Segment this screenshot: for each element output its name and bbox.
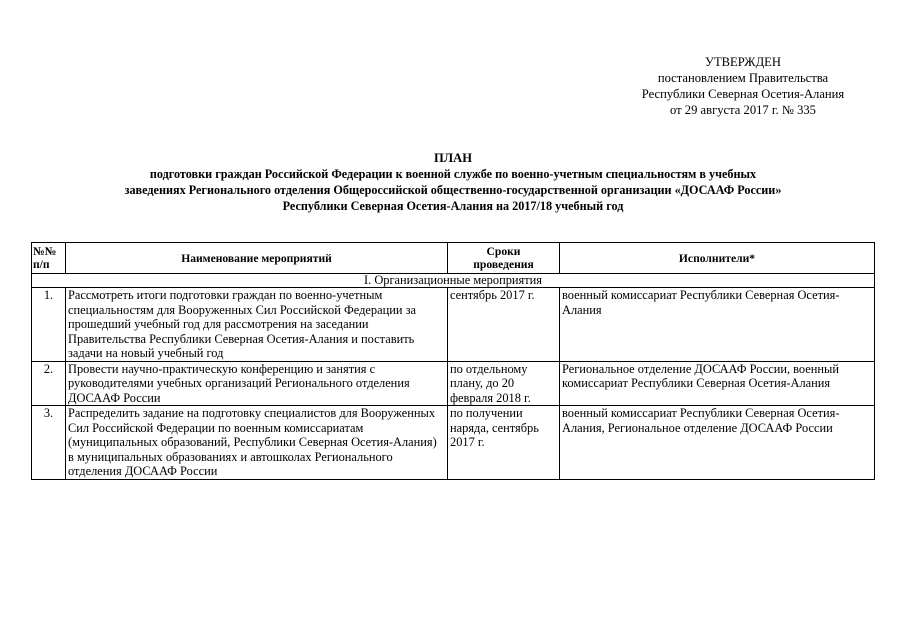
header-name: Наименование мероприятий (66, 243, 448, 274)
section-row (32, 274, 875, 288)
header-deadline (448, 243, 560, 274)
row-executors: Региональное отделение ДОСААФ России, военный комиссариат Республики Северная Осетия-Алания (560, 361, 875, 406)
header-deadline-line-1: Сроки (486, 245, 521, 258)
row-deadline: сентябрь 2017 г. (448, 288, 560, 362)
title-line-2: заведениях Регионального отделения Общероссийской общественно-государственной организации «ДОСААФ России» (124, 183, 782, 197)
row-name: Рассмотреть итоги подготовки граждан по военно-учетным специальностям для Вооруженных Сил Российской Федерации за прошедший учебный год для рассмотрения на заседании Правительства Республики Северная Осетия-Алания и поставить задачи на новый учебный год (66, 288, 448, 362)
header-deadline-line-2: проведения (473, 258, 534, 271)
title-line-3: Республики Северная Осетия-Алания на 2017/18 учебный год (282, 199, 624, 213)
row-num: 2. (32, 361, 66, 406)
header-num-line-1: №№ (33, 245, 57, 258)
header-executors: Исполнители* (560, 243, 875, 274)
table-header-row (32, 243, 875, 274)
row-deadline: по отдельному плану, до 20 февраля 2018 г. (448, 361, 560, 406)
section-title: I. Организационные мероприятия (32, 274, 875, 288)
title-heading: ПЛАН (433, 151, 473, 165)
approval-line-1: УТВЕРЖДЕН (705, 55, 781, 69)
row-deadline: по получении наряда, сентябрь 2017 г. (448, 406, 560, 480)
row-num: 1. (32, 288, 66, 362)
approval-stamp (600, 54, 886, 118)
row-name: Провести научно-практическую конференцию и занятия с руководителями учебных организаций Регионального отделения ДОСААФ России (66, 361, 448, 406)
header-num (32, 243, 66, 274)
approval-line-2: постановлением Правительства (657, 71, 829, 85)
header-num-line-2: п/п (33, 258, 50, 271)
document-title (30, 150, 876, 214)
row-num: 3. (32, 406, 66, 480)
title-line-1: подготовки граждан Российской Федерации к военной службе по военно-учетным специальностям в учебных (149, 167, 757, 181)
approval-line-4: от 29 августа 2017 г. № 335 (670, 103, 816, 117)
plan-table (31, 242, 875, 480)
table-row (32, 361, 875, 406)
approval-line-3: Республики Северная Осетия-Алания (641, 87, 845, 101)
row-name: Распределить задание на подготовку специалистов для Вооруженных Сил Российской Федерации по военным комиссариатам (муниципальных образований, Республики Северная Осетия-Алания) в муниципальных образованиях и автошколах Регионального отделения ДОСААФ России (66, 406, 448, 480)
row-executors: военный комиссариат Республики Северная Осетия-Алания, Региональное отделение ДОСААФ России (560, 406, 875, 480)
table-row (32, 288, 875, 362)
row-executors: военный комиссариат Республики Северная Осетия-Алания (560, 288, 875, 362)
table-row (32, 406, 875, 480)
